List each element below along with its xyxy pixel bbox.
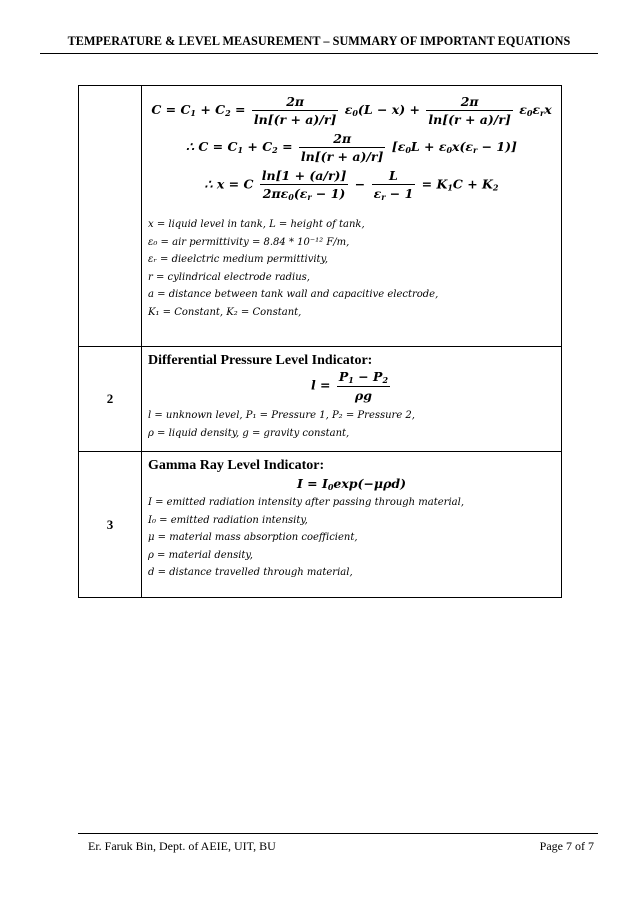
table-row [79,86,562,347]
footer-rule [78,833,598,834]
equations-table [78,85,562,598]
definitions-list [148,216,555,321]
equation-level-x: ∴ x = C $\frac{\ln[1 + (a/r)]}{2\pi\varepsilon_0(\varepsilon_r - 1)}$ − $\frac{L}{\varepsilon_r - 1}$ = $K_1C + K_2$ [204,168,499,202]
definition-line: K₁ = Constant, K₂ = Constant, [148,306,302,318]
section-title: Differential Pressure Level Indicator: [148,353,373,368]
definition-line: μ = material mass absorption coefficient, [148,532,358,543]
definition-line: ρ = material density, [148,549,253,561]
definitions-list [148,407,555,442]
equation-capacitance-2: ∴ $C = C_1 + C_2$ = $\frac{2\pi}{\ln[(r + a)/r]}$ $[\varepsilon_0L + \varepsilon_0x(\varepsilon_r - 1)]$ [186,131,517,164]
gamma-ray-cell [142,452,562,598]
section-title: Gamma Ray Level Indicator: [148,458,325,473]
capacitive-level-cell [142,86,562,347]
definition-line: l = unknown level, P₁ = Pressure 1, P₂ = Pressure 2, [148,410,415,421]
document-footer [88,839,594,854]
header-rule [40,53,598,54]
definition-line: a = distance between tank wall and capacitive electrode, [148,289,439,300]
definition-line: r = cylindrical electrode radius, [148,271,310,283]
row-number: 2 [79,347,142,452]
equation-capacitance-1: $C = C_1 + C_2$ = $\frac{2\pi}{\ln[(r + a)/r]}$ $\varepsilon_0(L - x)$ + $\frac{2\pi}{\ln[(r + a)/r]}$ $\varepsilon_0\varepsilon_rx$ [151,94,552,127]
table-row [79,452,562,598]
equation-differential-pressure: l = $\frac{P_1 - P_2}{\rho g}$ [310,369,389,403]
definition-line: d = distance travelled through material, [148,567,353,578]
row-number [79,86,142,347]
differential-pressure-cell [142,347,562,452]
row-number: 3 [79,452,142,598]
table-row [79,347,562,452]
definition-line: I₀ = emitted radiation intensity, [148,514,308,526]
definition-line: ε₀ = air permittivity = 8.84 * 10⁻¹² F/m, [148,236,350,248]
definition-line: x = liquid level in tank, L = height of tank, [148,219,365,230]
page-number: Page 7 of 7 [539,839,594,853]
definitions-list [148,494,555,582]
definition-line: εᵣ = dieelctric medium permittivity, [148,254,329,265]
equation-gamma-ray: $I = I_0\exp(-\mu\rho d)$ [296,476,407,492]
definition-line: ρ = liquid density, g = gravity constant, [148,427,350,439]
footer-author: Er. Faruk Bin, Dept. of AEIE, UIT, BU [88,839,276,853]
definition-line: I = emitted radiation intensity after passing through material, [148,497,464,508]
document-header: TEMPERATURE & LEVEL MEASUREMENT – SUMMARY OF IMPORTANT EQUATIONS [67,34,571,48]
